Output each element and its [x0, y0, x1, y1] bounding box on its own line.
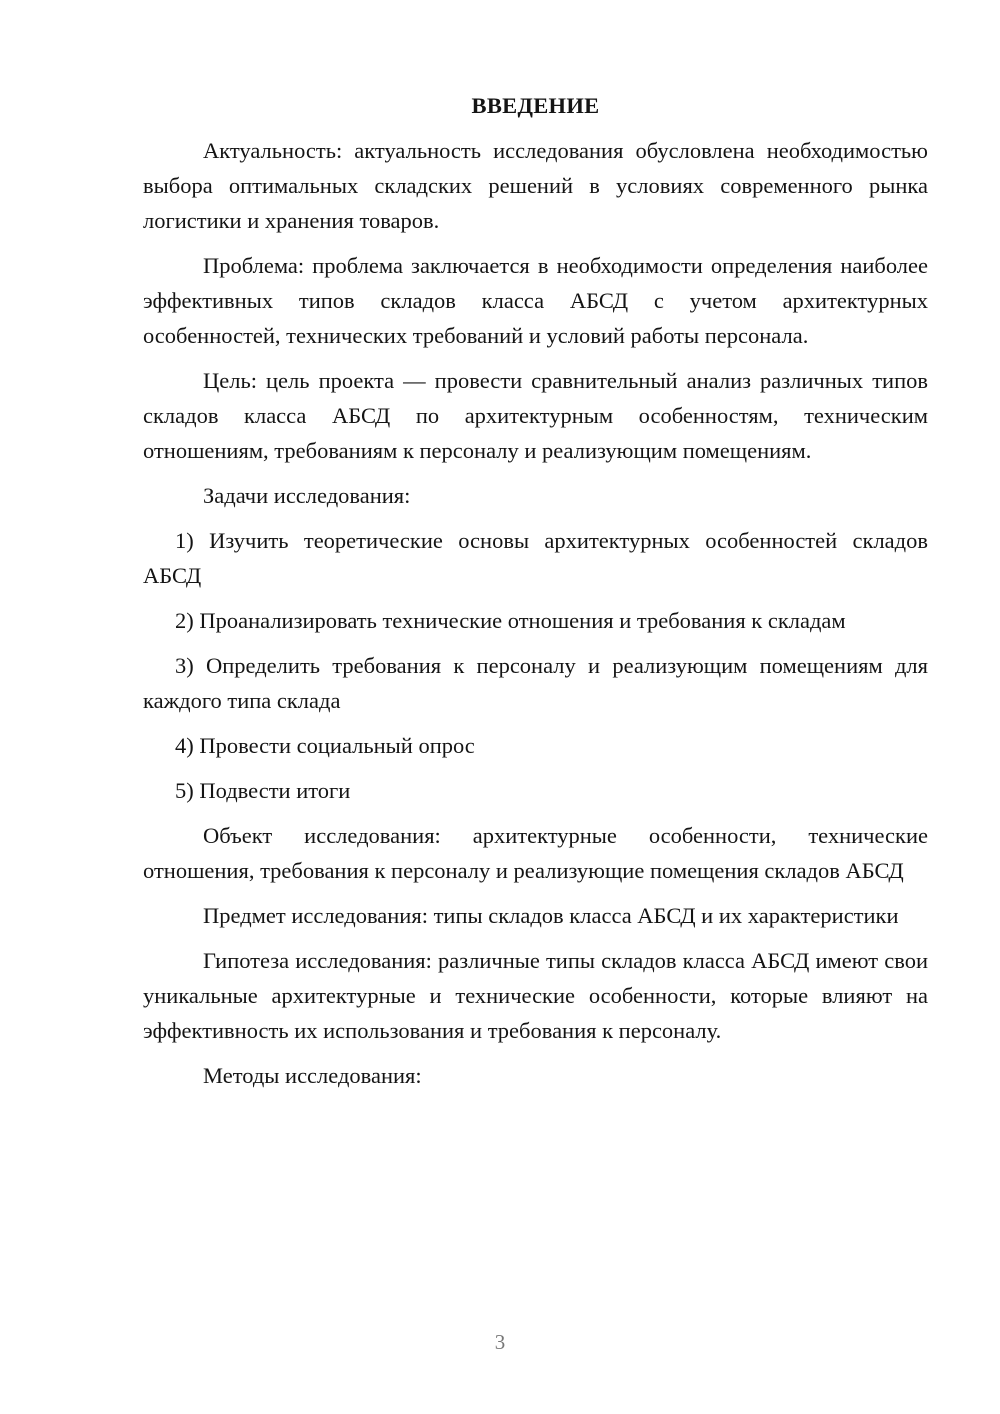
document-page [143, 88, 928, 1103]
paragraph-hypothesis: Гипотеза исследования: различные типы складов класса АБСД имеют свои уникальные архитектурные и технические особенности, которые влияют на эффективность их использования и требования к персоналу. [143, 948, 928, 1043]
page-title: ВВЕДЕНИЕ [471, 93, 600, 118]
list-item: 2) Проанализировать технические отношения и требования к складам [175, 608, 846, 633]
paragraph-methods: Методы исследования: [203, 1063, 422, 1088]
paragraph-goal: Цель: цель проекта — провести сравнительный анализ различных типов складов класса АБСД по архитектурным особенностям, техническим отношениям, требованиям к персоналу и реализующим помещениям. [143, 368, 928, 463]
list-item: 3) Определить требования к персоналу и реализующим помещениям для каждого типа склада [143, 653, 928, 713]
paragraph-object: Объект исследования: архитектурные особенности, технические отношения, требования к персоналу и реализующие помещения складов АБСД [143, 823, 928, 883]
list-item: 1) Изучить теоретические основы архитектурных особенностей складов АБСД [143, 528, 928, 588]
paragraph-subject: Предмет исследования: типы складов класса АБСД и их характеристики [203, 903, 899, 928]
paragraph-problem: Проблема: проблема заключается в необходимости определения наиболее эффективных типов складов класса АБСД с учетом архитектурных особенностей, технических требований и условий работы персонала. [143, 253, 928, 348]
paragraph-relevance: Актуальность: актуальность исследования обусловлена необходимостью выбора оптимальных складских решений в условиях современного рынка логистики и хранения товаров. [143, 138, 928, 233]
paragraph-tasks-heading: Задачи исследования: [203, 483, 411, 508]
list-item: 5) Подвести итоги [175, 778, 351, 803]
page-number: 3 [494, 1330, 506, 1354]
list-item: 4) Провести социальный опрос [175, 733, 475, 758]
